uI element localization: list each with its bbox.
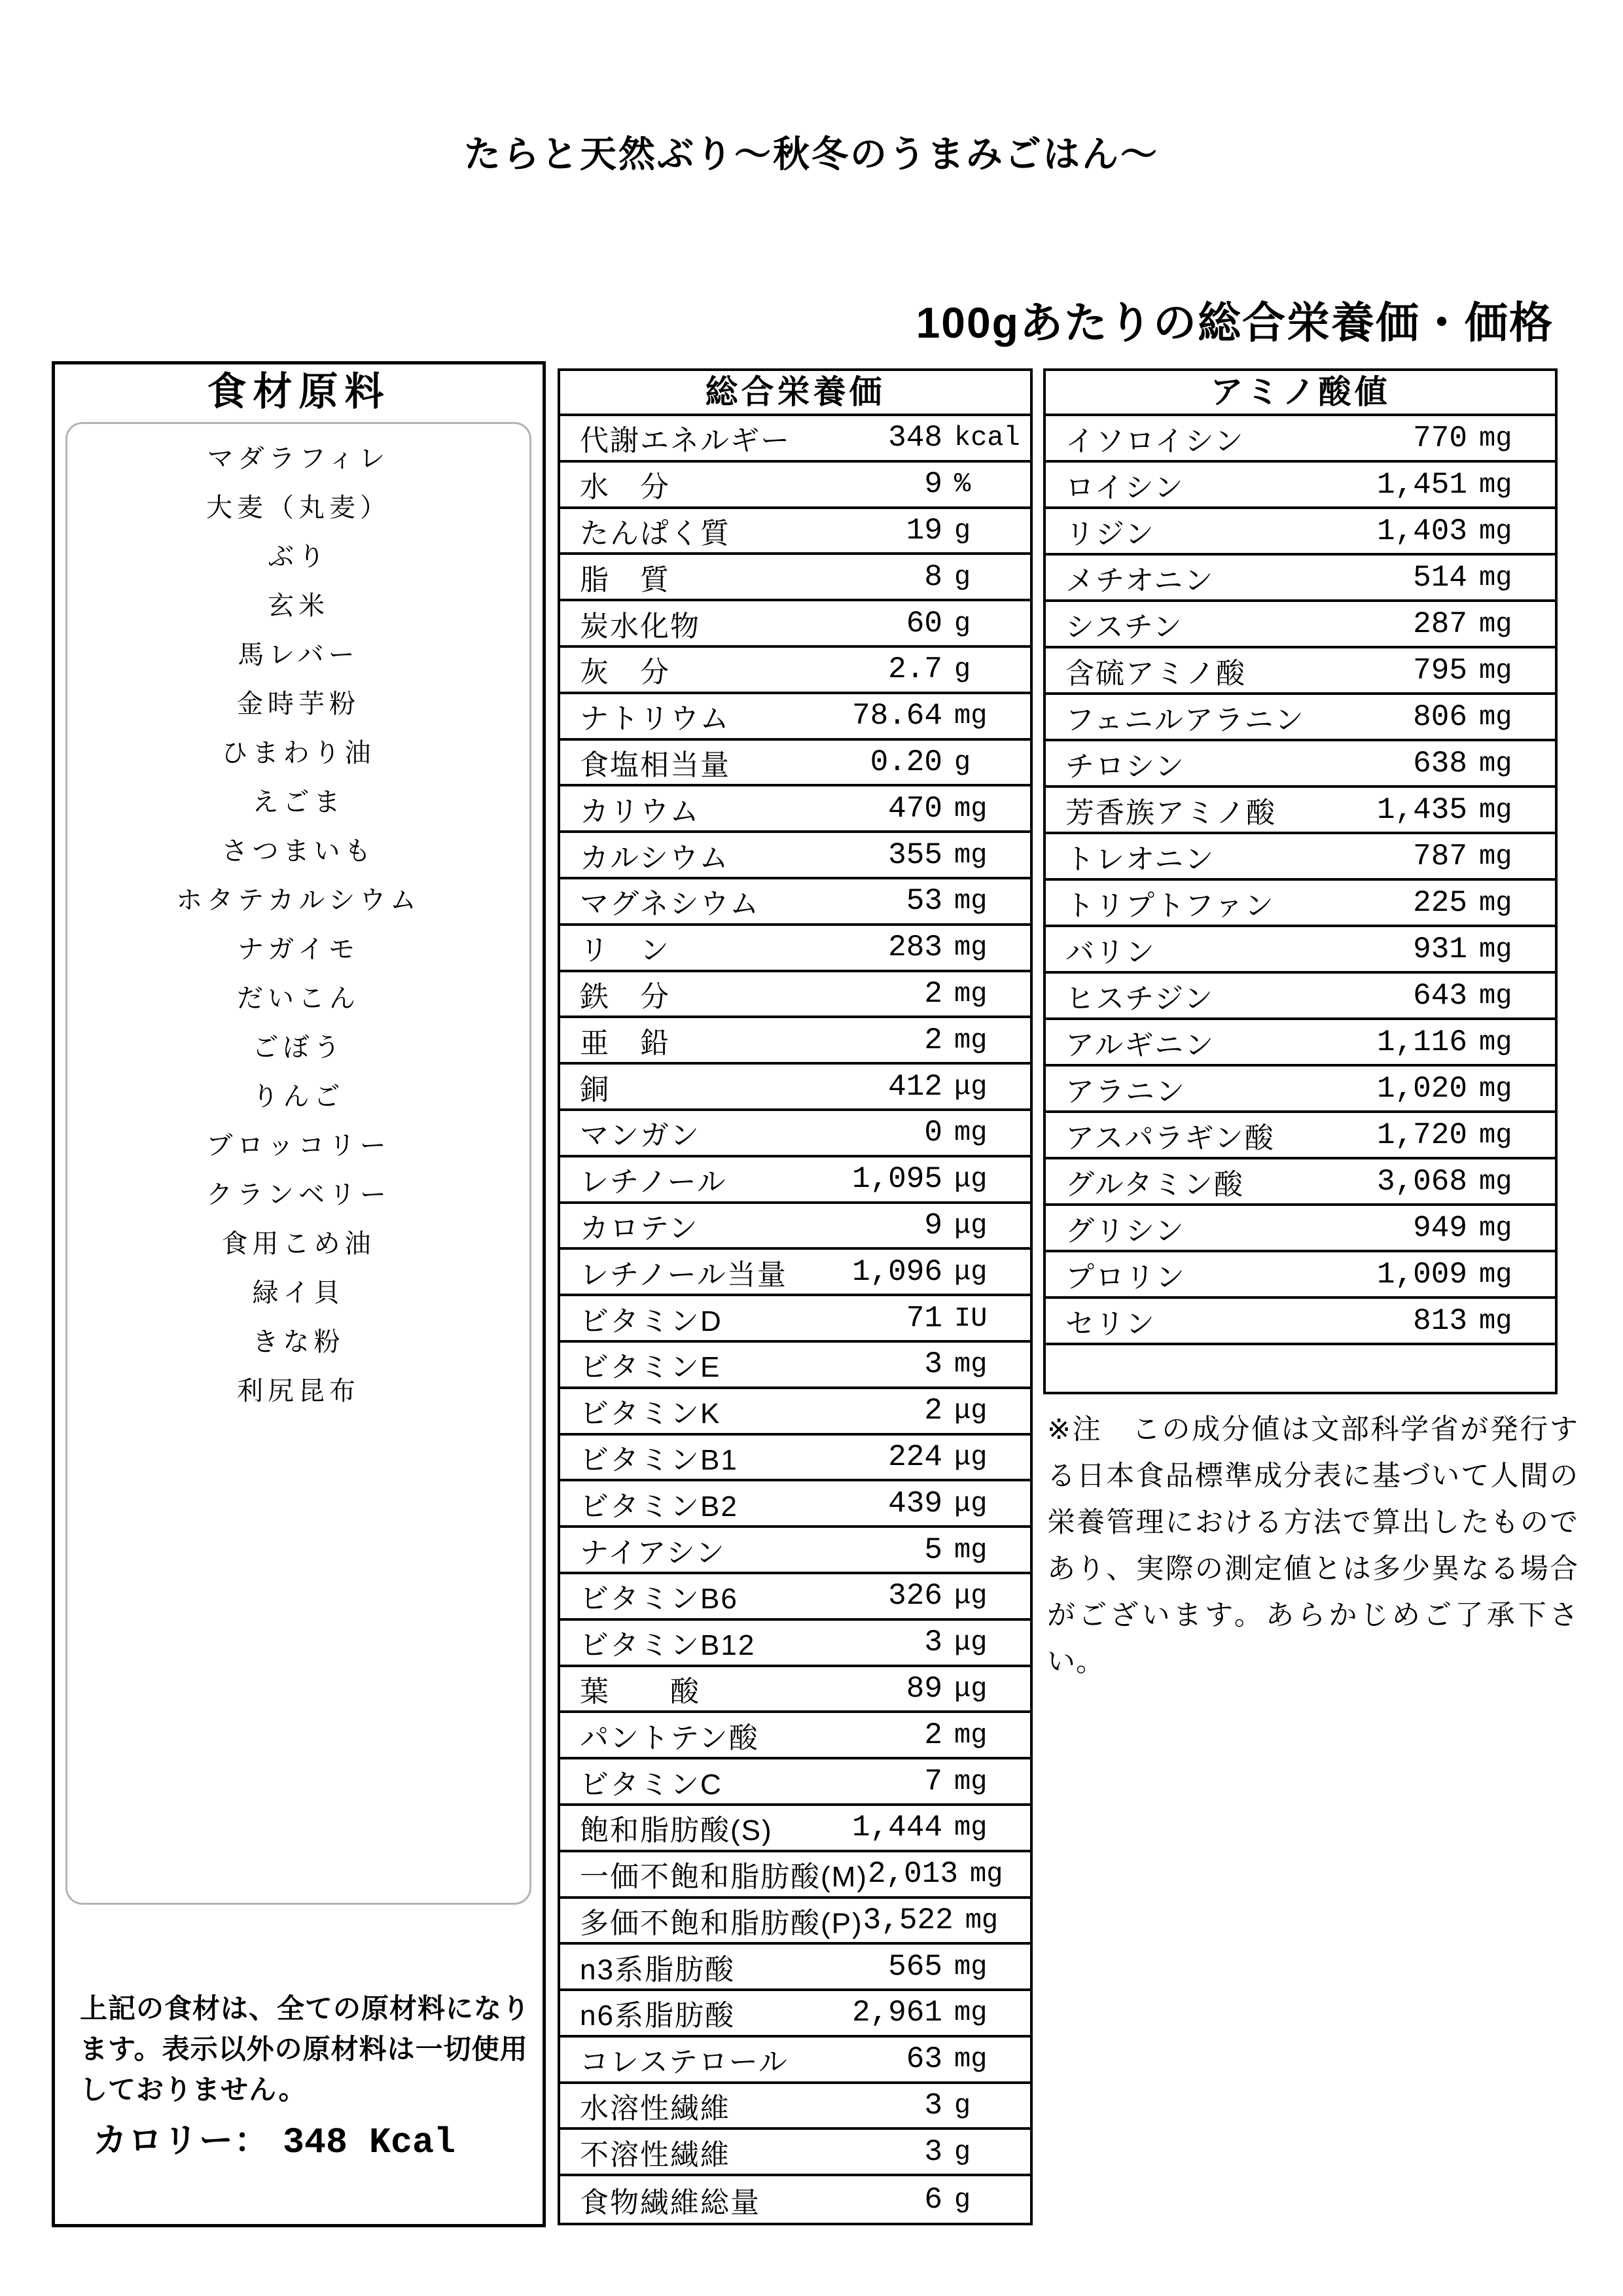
amino-acid-row: [1046, 741, 1555, 788]
nutrient-label: 一価不飽和脂肪酸(M): [580, 1861, 868, 1894]
nutrient-value: 2,961: [851, 1996, 942, 2030]
nutrient-value: 348: [888, 421, 942, 455]
nutrient-label: リ ン: [580, 934, 670, 967]
amino-acid-unit: mg: [1479, 1165, 1512, 1197]
nutrient-value: 2,013: [867, 1857, 958, 1892]
nutrient-row: [560, 741, 1030, 787]
nutrient-value: 3,522: [863, 1903, 954, 1937]
amino-acid-row: [1046, 788, 1555, 834]
nutrient-unit: g: [954, 514, 971, 546]
amino-acid-unit: mg: [1479, 654, 1512, 686]
nutrient-label: コレステロール: [580, 2046, 789, 2079]
nutrient-value: 89: [906, 1671, 942, 1706]
ingredient-item: マダラフィレ: [207, 444, 390, 473]
nutrient-row: [560, 555, 1030, 601]
nutrient-unit: g: [954, 2136, 971, 2168]
amino-acid-label: 芳香族アミノ酸: [1065, 796, 1276, 829]
nutrient-row: [560, 1343, 1030, 1389]
nutrient-row: [560, 1296, 1030, 1343]
nutrient-unit: mg: [954, 1951, 988, 1983]
nutrient-unit: g: [954, 2090, 971, 2122]
section-heading: 100gあたりの総合栄養価・価格: [916, 298, 1554, 347]
nutrient-row: [560, 1759, 1030, 1806]
ingredients-panel: [52, 361, 546, 2227]
nutrient-row: [560, 1945, 1030, 1991]
ingredient-item: ナガイモ: [238, 935, 359, 964]
nutrient-unit: μg: [954, 1209, 988, 1241]
nutrient-row: [560, 1713, 1030, 1759]
nutrient-unit: g: [954, 561, 971, 593]
nutrient-value: 6: [924, 2182, 942, 2217]
amino-acid-value: 949: [1413, 1210, 1467, 1245]
amino-table-body: [1046, 416, 1555, 1392]
amino-acid-label: アルギニン: [1065, 1029, 1215, 1061]
amino-acid-label: 含硫アミノ酸: [1065, 657, 1246, 690]
nutrient-row: [560, 694, 1030, 741]
amino-acid-row: [1046, 1299, 1555, 1345]
nutrient-value: 0: [924, 1116, 942, 1150]
amino-acid-label: アラニン: [1065, 1075, 1186, 1108]
amino-acid-label: フェニルアラニン: [1065, 703, 1305, 736]
nutrient-row: [560, 1621, 1030, 1667]
nutrient-label: ビタミンD: [580, 1305, 722, 1337]
nutrient-unit: mg: [954, 1765, 988, 1797]
nutrient-label: ビタミンB1: [580, 1443, 738, 1476]
amino-acid-row: [1046, 927, 1555, 974]
nutrient-label: ビタミンB6: [580, 1583, 738, 1616]
nutrient-value: 355: [888, 838, 942, 872]
nutrient-label: マグネシウム: [580, 888, 760, 921]
amino-acid-row: [1046, 509, 1555, 556]
nutrient-row: [560, 1436, 1030, 1482]
amino-acid-value: 795: [1413, 653, 1467, 688]
nutrient-row: [560, 2176, 1030, 2223]
nutrient-label: n3系脂肪酸: [580, 1953, 735, 1986]
nutrient-value: 2: [924, 976, 942, 1011]
amino-acid-value: 1,116: [1376, 1025, 1467, 1059]
nutrient-unit: mg: [954, 932, 988, 964]
amino-acid-value: 514: [1413, 560, 1467, 595]
amino-acid-row: [1046, 463, 1555, 509]
nutrient-row: [560, 1204, 1030, 1250]
nutrient-unit: mg: [954, 1534, 988, 1566]
nutrient-label: カルシウム: [580, 841, 730, 874]
nutrient-row: [560, 1991, 1030, 2038]
nutrient-label: 水 分: [580, 471, 670, 504]
nutrient-row: [560, 786, 1030, 833]
nutrient-label: 不溶性繊維: [580, 2138, 730, 2171]
amino-acid-row: [1046, 834, 1555, 881]
ingredients-list: [65, 422, 531, 1905]
nutrient-label: 銅: [580, 1073, 610, 1106]
ingredient-item: さつまいも: [221, 837, 376, 866]
nutrient-row: [560, 2084, 1030, 2130]
nutrient-value: 439: [888, 1486, 942, 1521]
amino-acid-unit: mg: [1479, 747, 1512, 779]
amino-acid-value: 638: [1413, 746, 1467, 781]
amino-acid-row: [1046, 556, 1555, 602]
nutrient-unit: g: [954, 746, 971, 778]
amino-acid-unit: mg: [1479, 887, 1512, 919]
nutrient-label: ビタミンB12: [580, 1629, 756, 1662]
amino-acid-row: [1046, 1159, 1555, 1206]
nutrient-label: レチノール当量: [580, 1258, 787, 1291]
amino-acid-unit: mg: [1479, 1026, 1512, 1058]
nutrient-row: [560, 1389, 1030, 1436]
amino-acid-value: 806: [1413, 699, 1467, 734]
nutrient-label: 水溶性繊維: [580, 2093, 730, 2125]
amino-acid-label: イソロイシン: [1065, 425, 1245, 457]
amino-acid-label: ヒスチジン: [1065, 982, 1215, 1015]
nutrient-label: パントテン酸: [580, 1722, 759, 1754]
ingredient-item: 食用こめ油: [221, 1229, 376, 1258]
amino-acid-row: [1046, 1067, 1555, 1113]
nutrient-label: レチノール: [580, 1166, 727, 1199]
amino-acid-row: [1046, 1345, 1555, 1392]
amino-acid-value: 1,451: [1376, 467, 1467, 502]
amino-acid-row: [1046, 881, 1555, 927]
amino-acid-unit: mg: [1479, 1212, 1512, 1244]
amino-acid-value: 770: [1413, 421, 1467, 455]
amino-acid-label: グルタミン酸: [1065, 1168, 1244, 1201]
amino-acid-value: 3,068: [1376, 1164, 1467, 1199]
nutrient-value: 63: [906, 2042, 942, 2077]
nutrient-row: [560, 1065, 1030, 1111]
amino-acid-label: トリプトファン: [1065, 889, 1275, 922]
nutrient-row: [560, 1528, 1030, 1574]
nutrient-value: 1,095: [851, 1162, 942, 1197]
amino-acid-unit: mg: [1479, 561, 1512, 593]
nutrient-unit: g: [954, 607, 971, 639]
nutrient-row: [560, 972, 1030, 1019]
calorie-line: [93, 2113, 455, 2163]
amino-acid-unit: mg: [1479, 1072, 1512, 1104]
nutrient-value: 565: [888, 1949, 942, 1984]
nutrient-unit: mg: [965, 1904, 999, 1936]
nutrient-label: マンガン: [580, 1120, 700, 1152]
amino-acid-unit: mg: [1479, 1305, 1512, 1337]
nutrient-value: 8: [924, 559, 942, 594]
amino-table-header: アミノ酸値: [1046, 371, 1555, 416]
nutrient-value: 53: [906, 884, 942, 919]
amino-acid-unit: mg: [1479, 1258, 1512, 1290]
nutrient-unit: mg: [954, 1117, 988, 1149]
ingredient-item: ごぼう: [252, 1033, 345, 1062]
nutrient-label: ビタミンE: [580, 1351, 721, 1384]
nutrient-row: [560, 1111, 1030, 1157]
nutrient-unit: mg: [954, 700, 988, 732]
nutrient-value: 412: [888, 1069, 942, 1104]
amino-acid-unit: mg: [1479, 980, 1512, 1012]
amino-acid-value: 1,403: [1376, 514, 1467, 548]
nutrient-row: [560, 1806, 1030, 1852]
nutrient-value: 78.64: [851, 699, 942, 733]
amino-acid-row: [1046, 1113, 1555, 1159]
amino-acid-unit: mg: [1479, 515, 1512, 547]
ingredient-item: だいこん: [237, 984, 360, 1013]
ingredient-item: ホタテカルシウム: [176, 886, 421, 915]
amino-table: [1043, 368, 1558, 1394]
ingredient-item: 大麦（丸麦）: [206, 493, 391, 522]
amino-acid-unit: mg: [1479, 468, 1512, 501]
nutrient-unit: IU: [954, 1302, 988, 1334]
nutrient-label: 食塩相当量: [580, 749, 730, 781]
nutrient-row: [560, 2130, 1030, 2176]
nutrient-value: 283: [888, 930, 942, 965]
nutrient-value: 9: [924, 1208, 942, 1243]
ingredient-item: ひまわり油: [221, 739, 376, 768]
nutrient-value: 2.7: [888, 652, 942, 687]
nutrient-label: ビタミンB2: [580, 1490, 738, 1523]
amino-acid-value: 287: [1413, 607, 1467, 641]
amino-acid-value: 813: [1413, 1303, 1467, 1338]
page-title: たらと天然ぶり～秋冬のうまみごはん～: [464, 133, 1159, 175]
amino-acid-row: [1046, 1020, 1555, 1067]
nutrient-unit: mg: [954, 839, 988, 871]
nutrient-unit: mg: [954, 1719, 988, 1751]
nutrient-unit: μg: [954, 1672, 988, 1704]
amino-acid-label: バリン: [1065, 936, 1156, 968]
nutrient-row: [560, 833, 1030, 879]
nutrient-label: 鉄 分: [580, 980, 670, 1013]
nutrient-label: 多価不飽和脂肪酸(P): [580, 1907, 863, 1939]
amino-acid-row: [1046, 695, 1555, 741]
nutrient-unit: mg: [954, 1812, 988, 1844]
nutrient-value: 19: [906, 513, 942, 548]
amino-acid-value: 1,009: [1376, 1257, 1467, 1292]
nutrient-label: 脂 質: [580, 563, 670, 596]
nutrient-value: 470: [888, 791, 942, 826]
ingredient-item: ブロッコリー: [206, 1131, 391, 1160]
nutrient-row: [560, 1899, 1030, 1945]
nutrient-label: 灰 分: [580, 656, 670, 689]
nutrient-row: [560, 1667, 1030, 1714]
amino-acid-label: アスパラギン酸: [1065, 1122, 1275, 1154]
nutrient-label: たんぱく質: [580, 517, 730, 550]
nutrient-row: [560, 648, 1030, 694]
nutrient-unit: g: [954, 654, 971, 686]
amino-acid-label: チロシン: [1065, 750, 1185, 783]
nutrient-unit: mg: [954, 885, 988, 917]
calorie-label: カロリー：: [93, 2122, 270, 2160]
amino-acid-unit: mg: [1479, 608, 1512, 640]
nutrient-row: [560, 1481, 1030, 1528]
nutrient-value: 9: [924, 467, 942, 502]
footnote: ※注 この成分値は文部科学省が発行する日本食品標準成分表に基づいて人間の栄養管理における方法で算出したものであり、実際の測定値とは多少異なる場合がございます。あらかじめご了承下さい。: [1047, 1414, 1578, 1678]
nutrition-table: [558, 368, 1033, 2225]
nutrient-row: [560, 1574, 1030, 1621]
amino-acid-unit: mg: [1479, 933, 1512, 965]
nutrient-value: 0.20: [870, 745, 942, 779]
nutrient-label: 飽和脂肪酸(S): [580, 1814, 773, 1847]
amino-acid-value: 225: [1413, 885, 1467, 920]
nutrient-unit: μg: [954, 1395, 988, 1427]
nutrient-label: n6系脂肪酸: [580, 2000, 735, 2032]
nutrient-label: ビタミンC: [580, 1768, 722, 1801]
nutrient-unit: μg: [954, 1163, 988, 1195]
amino-acid-value: 1,020: [1376, 1071, 1467, 1106]
amino-acid-value: 643: [1413, 978, 1467, 1013]
ingredient-item: きな粉: [252, 1328, 345, 1356]
nutrient-unit: μg: [954, 1627, 988, 1659]
nutrient-unit: μg: [954, 1256, 988, 1288]
nutrient-row: [560, 2038, 1030, 2084]
nutrient-value: 1,096: [851, 1254, 942, 1289]
nutrient-unit: mg: [954, 792, 988, 824]
amino-acid-value: 931: [1413, 932, 1467, 966]
nutrient-unit: g: [954, 2183, 971, 2216]
nutrient-label: ナトリウム: [580, 703, 730, 735]
ingredient-item: 玄米: [268, 592, 329, 620]
ingredient-item: クランベリー: [206, 1180, 391, 1209]
nutrient-value: 2: [924, 1718, 942, 1752]
nutrient-row: [560, 601, 1030, 648]
nutrient-unit: mg: [954, 1024, 988, 1056]
amino-acid-value: 1,720: [1376, 1118, 1467, 1152]
nutrient-unit: μg: [954, 1070, 988, 1103]
nutrient-row: [560, 416, 1030, 463]
calorie-value: 348 Kcal: [283, 2122, 456, 2163]
nutrient-unit: mg: [954, 2043, 988, 2075]
nutrient-value: 5: [924, 1532, 942, 1567]
amino-acid-label: トレオニン: [1065, 843, 1215, 875]
nutrient-row: [560, 1157, 1030, 1204]
nutrient-row: [560, 879, 1030, 926]
ingredient-item: ぶり: [268, 542, 329, 571]
nutrient-label: 炭水化物: [580, 610, 700, 643]
ingredient-item: えごま: [252, 788, 345, 817]
nutrient-row: [560, 926, 1030, 972]
amino-acid-unit: mg: [1479, 422, 1512, 454]
amino-acid-label: セリン: [1065, 1307, 1156, 1340]
nutrient-value: 326: [888, 1579, 942, 1614]
nutrient-label: ビタミンK: [580, 1398, 721, 1430]
nutrient-row: [560, 1250, 1030, 1296]
nutrient-value: 7: [924, 1764, 942, 1799]
amino-acid-unit: mg: [1479, 840, 1512, 872]
nutrient-value: 224: [888, 1439, 942, 1474]
amino-acid-unit: mg: [1479, 701, 1512, 733]
nutrient-unit: kcal: [954, 422, 1020, 454]
nutrient-row: [560, 463, 1030, 509]
nutrient-value: 71: [906, 1301, 942, 1335]
amino-acid-row: [1046, 602, 1555, 648]
nutrient-unit: %: [954, 468, 971, 501]
ingredient-item: 緑イ貝: [252, 1279, 345, 1307]
amino-acid-label: シスチン: [1065, 610, 1183, 643]
nutrient-label: 亜 鉛: [580, 1027, 670, 1059]
nutrient-value: 2: [924, 1394, 942, 1428]
amino-acid-row: [1046, 974, 1555, 1020]
amino-acid-label: メチオニン: [1065, 564, 1215, 597]
nutrient-value: 3: [924, 1347, 942, 1382]
ingredient-item: 馬レバー: [238, 641, 359, 669]
nutrient-unit: μg: [954, 1441, 988, 1473]
nutrient-label: 葉 酸: [580, 1675, 700, 1708]
nutrient-unit: μg: [954, 1580, 988, 1612]
amino-acid-row: [1046, 416, 1555, 463]
ingredient-item: 金時芋粉: [237, 690, 360, 718]
nutrient-unit: mg: [954, 1997, 988, 2029]
ingredient-item: 利尻昆布: [237, 1377, 360, 1405]
amino-acid-row: [1046, 648, 1555, 695]
amino-acid-unit: mg: [1479, 794, 1512, 826]
nutrient-label: 代謝エネルギー: [580, 425, 791, 457]
nutrient-value: 60: [906, 606, 942, 641]
nutrient-label: ナイアシン: [580, 1536, 726, 1569]
amino-acid-row: [1046, 1252, 1555, 1299]
nutrient-unit: mg: [970, 1858, 1003, 1890]
ingredient-item: りんご: [252, 1082, 345, 1111]
nutrient-unit: μg: [954, 1487, 988, 1519]
amino-acid-label: ロイシン: [1065, 471, 1185, 504]
nutrient-row: [560, 1018, 1030, 1065]
amino-acid-unit: mg: [1479, 1119, 1512, 1151]
amino-acid-value: 1,435: [1376, 792, 1467, 827]
nutrient-label: カリウム: [580, 795, 700, 828]
nutrient-value: 1,444: [851, 1810, 942, 1845]
nutrient-unit: mg: [954, 1349, 988, 1381]
amino-acid-label: リジン: [1065, 518, 1155, 550]
nutrient-unit: mg: [954, 978, 988, 1010]
amino-acid-label: グリシン: [1065, 1214, 1185, 1247]
ingredients-note: 上記の食材は、全ての原材料になります。表示以外の原材料は一切使用しておりません。: [80, 1993, 531, 2105]
nutrient-value: 3: [924, 2089, 942, 2123]
amino-acid-label: プロリン: [1065, 1261, 1186, 1294]
nutrient-value: 3: [924, 1625, 942, 1660]
nutrient-row: [560, 1852, 1030, 1899]
amino-acid-row: [1046, 1206, 1555, 1252]
ingredients-panel-header: 食材原料: [207, 370, 391, 414]
nutrient-value: 3: [924, 2134, 942, 2169]
nutrient-value: 2: [924, 1023, 942, 1057]
nutrient-row: [560, 509, 1030, 556]
nutrition-table-body: [560, 416, 1030, 2223]
nutrient-label: 食物繊維総量: [580, 2186, 760, 2219]
nutrition-table-header: 総合栄養価: [560, 371, 1030, 416]
amino-acid-value: 787: [1413, 839, 1467, 874]
nutrient-label: カロテン: [580, 1212, 699, 1245]
